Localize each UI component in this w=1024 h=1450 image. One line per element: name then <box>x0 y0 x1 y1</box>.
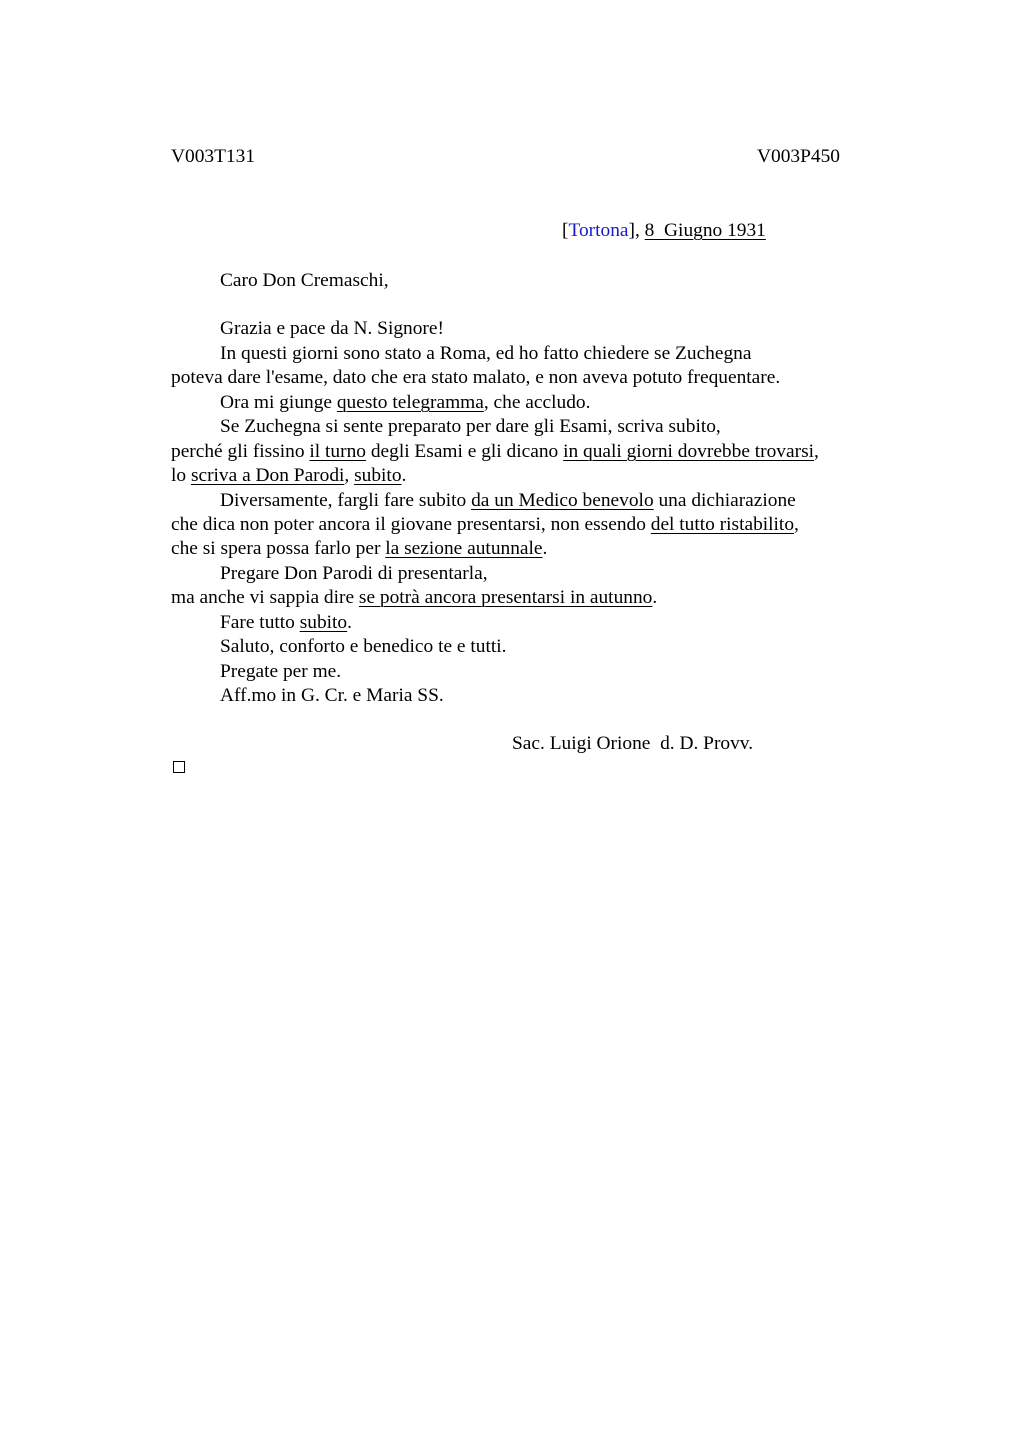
body-line: Pregare Don Parodi di presentarla, <box>220 563 488 584</box>
document-code-left: V003T131 <box>171 146 256 167</box>
body-text: . <box>401 465 407 486</box>
document-code-right: V003P450 <box>757 146 840 167</box>
body-text: , <box>814 441 819 462</box>
underlined-text: subito <box>354 465 402 486</box>
body-text: . <box>347 612 352 633</box>
body-text: degli Esami e gli dicano <box>365 441 564 462</box>
body-line <box>171 464 406 488</box>
body-text: lo <box>171 465 191 486</box>
signature: Sac. Luigi Orione d. D. Provv. <box>512 733 754 754</box>
underlined-text: il turno <box>309 441 366 462</box>
body-line: Saluto, conforto e benedico te e tutti. <box>220 636 507 657</box>
closing-line: Aff.mo in G. Cr. e Maria SS. <box>220 685 444 706</box>
body-line: In questi giorni sono stato a Roma, ed ho fatto chiedere se Zuchegna <box>220 343 752 364</box>
body-text: , <box>344 465 355 486</box>
empty-square-icon <box>173 761 185 773</box>
body-line: poteva dare l'esame, dato che era stato malato, e non aveva potuto frequentare. <box>171 367 781 388</box>
body-text: perché gli fissino <box>171 441 310 462</box>
body-text: una dichiarazione <box>653 490 796 511</box>
underlined-text: se potrà ancora presentarsi in autunno <box>358 587 653 608</box>
underlined-text: la sezione autunnale <box>385 538 543 559</box>
body-line <box>171 537 547 561</box>
body-text: , che accludo. <box>483 392 591 413</box>
body-text: Ora mi giunge <box>220 392 337 413</box>
dateline <box>562 220 766 242</box>
dateline-separator: ], <box>628 220 645 241</box>
dateline-date: 8 Giugno 1931 <box>644 220 766 241</box>
body-line <box>171 440 819 464</box>
underlined-text: in quali giorni dovrebbe trovarsi <box>563 441 815 462</box>
underlined-text: questo telegramma <box>336 392 484 413</box>
underlined-text: scriva a Don Parodi <box>190 465 345 486</box>
body-line <box>220 391 590 415</box>
underlined-text: da un Medico benevolo <box>471 490 654 511</box>
body-text: , <box>794 514 799 535</box>
underlined-text: subito <box>299 612 348 633</box>
salutation: Caro Don Cremaschi, <box>220 270 389 291</box>
body-line <box>171 513 799 537</box>
body-text: . <box>652 587 658 608</box>
dateline-place: Tortona <box>568 220 629 241</box>
body-line <box>171 586 657 610</box>
underlined-text: del tutto ristabilito <box>650 514 795 535</box>
body-text: che si spera possa farlo per <box>171 538 386 559</box>
body-text: . <box>542 538 548 559</box>
body-line <box>220 611 352 635</box>
body-text: che dica non poter ancora il giovane presentarsi, non essendo <box>171 514 651 535</box>
body-text: ma anche vi sappia dire <box>171 587 359 608</box>
body-line: Se Zuchegna si sente preparato per dare gli Esami, scriva subito, <box>220 416 721 437</box>
body-text: Fare tutto <box>220 612 300 633</box>
body-line: Pregate per me. <box>220 661 342 682</box>
body-line <box>220 489 796 513</box>
dateline-open-bracket: [ <box>562 220 569 241</box>
body-line: Grazia e pace da N. Signore! <box>220 318 444 339</box>
body-text: Diversamente, fargli fare subito <box>220 490 472 511</box>
